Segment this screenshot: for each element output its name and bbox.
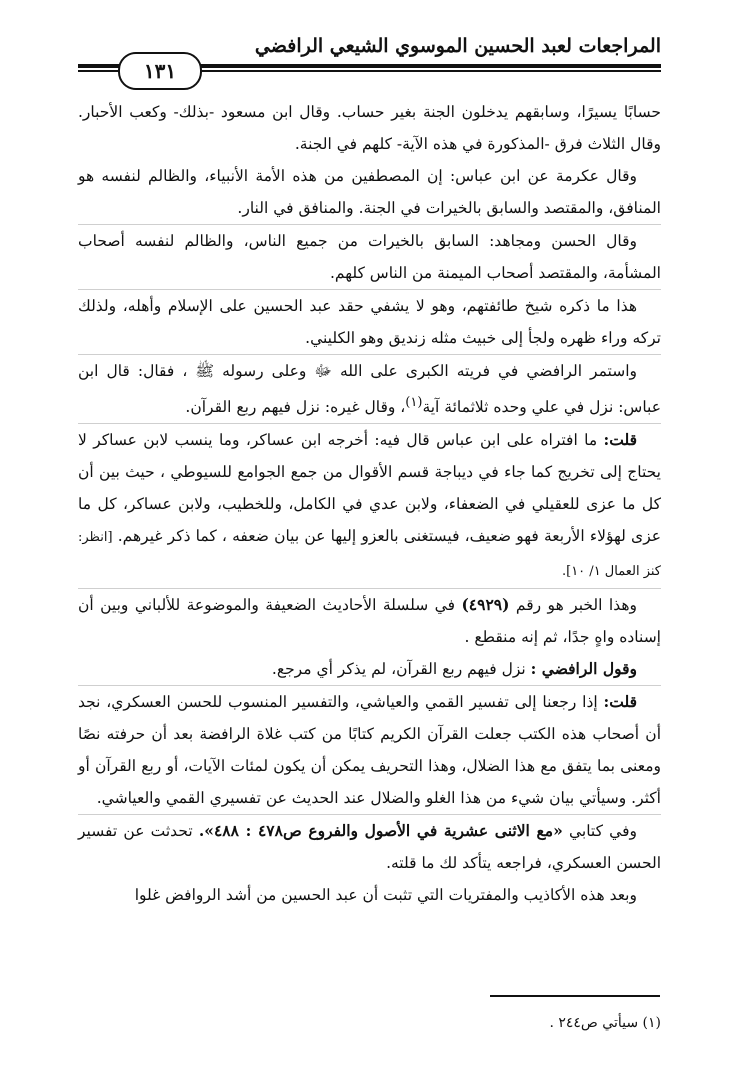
footnote-ref[interactable]: (١): [405, 395, 423, 410]
paragraph-10: وفي كتابي «مع الاثنى عشرية في الأصول والفروع ص٤٧٨ : ٤٨٨». تحدثت عن تفسير الحسن العسكري، فراجعه يتأكد لك ما قلته.: [78, 814, 661, 879]
paragraph-9: قلت: إذا رجعنا إلى تفسير القمي والعياشي، والتفسير المنسوب للحسن العسكري، نجد أن أصحاب هذه الكتب جعلت القرآن الكريم كتابًا من كتب غلاة الرافضة بعد أن حرفته نصًا ومعنى بما يتفق مع هذا الضلال، وهذا التحريف يمكن أن يكون لمئات الآيات، أو ربع القرآن أو أكثر. وسيأتي بيان شيء من هذا الغلو والضلال عند الحديث عن تفسيري القمي والعياشي.: [78, 685, 661, 814]
page-body: [78, 96, 661, 911]
paragraph-6: قلت: ما افتراه على ابن عباس قال فيه: أخرجه ابن عساكر، وما ينسب لابن عساكر لا يحتاج إلى تخريج كما جاء في ديباجة قسم الأقوال من جمع الجوامع للسيوطي ، حيث بين أن كل ما عزى للعقيلي في الضعفاء، ولابن عدي في الكامل، وللخطيب، ولابن عساكر، كل ما عزى لهؤلاء الأربعة فهو ضعيف، فيستغنى بالعزو إليها عن بيان ضعفه ، كما ذكر غيرهم. [انظر: كنز العمال ١/ ١٠].: [78, 423, 661, 588]
footnote-text: سيأتي ص٢٤٤ .: [549, 1015, 639, 1031]
paragraph-2: وقال عكرمة عن ابن عباس: إن المصطفين من هذه الأمة الأنبياء، والظالم لنفسه هو المنافق، والمقتصد والسابق بالخيرات في الجنة. والمنافق في النار.: [78, 167, 661, 217]
paragraph-1: حسابًا يسيرًا، وسابقهم يدخلون الجنة بغير حساب. وقال ابن مسعود -بذلك- وكعب الأحبار. وقال الثلاث فرق -المذكورة في هذه الآية- كلهم في الجنة.: [78, 103, 661, 153]
qult-label: قلت:: [603, 430, 637, 450]
running-header: المراجعات لعبد الحسين الموسوي الشيعي الرافضي: [254, 35, 661, 57]
qult-label-2: قلت:: [603, 692, 637, 712]
paragraph-5: واستمر الرافضي في فريته الكبرى على الله ﷻ وعلى رسوله ﷺ ، فقال: قال ابن عباس: نزل في علي وحده ثلاثمائة آية$^{(١)}$، وقال غيره: نزل فيهم ربع القرآن.: [78, 354, 661, 423]
footnote: [549, 1010, 661, 1036]
paragraph-4: هذا ما ذكره شيخ طائفتهم، وهو لا يشفي حقد عبد الحسين على الإسلام وأهله، ولذلك تركه وراء ظهره ولجأ إلى خبيث مثله زنديق وهو الكليني.: [78, 289, 661, 354]
footnote-rule: [490, 995, 660, 997]
paragraph-8: وقول الرافضي : نزل فيهم ربع القرآن، لم يذكر أي مرجع.: [271, 659, 637, 679]
footnote-marker: (١): [642, 1015, 661, 1031]
source-note: [انظر: كنز العمال ١/ ١٠].: [78, 530, 661, 580]
paragraph-11: وبعد هذه الأكاذيب والمفتريات التي تثبت أن عبد الحسين من أشد الروافض غلوا: [134, 886, 637, 905]
paragraph-3: وقال الحسن ومجاهد: السابق بالخيرات من جميع الناس، والظالم لنفسه أصحاب المشأمة، والمقتصد أصحاب الميمنة من الناس كلهم.: [78, 224, 661, 289]
paragraph-7: وهذا الخبر هو رقم (٤٩٢٩) في سلسلة الأحاديث الضعيفة والموضوعة للألباني وبين أن إسناده واهٍ جدًا، ثم إنه منقطع .: [78, 588, 661, 653]
rafidi-label: وقول الرافضي :: [530, 659, 637, 679]
page-number: ١٣١: [118, 52, 202, 90]
book-title: «مع الاثنى عشرية في الأصول والفروع ص٤٧٨ : ٤٨٨».: [198, 821, 563, 841]
hadith-number: (٤٩٢٩): [461, 595, 510, 615]
